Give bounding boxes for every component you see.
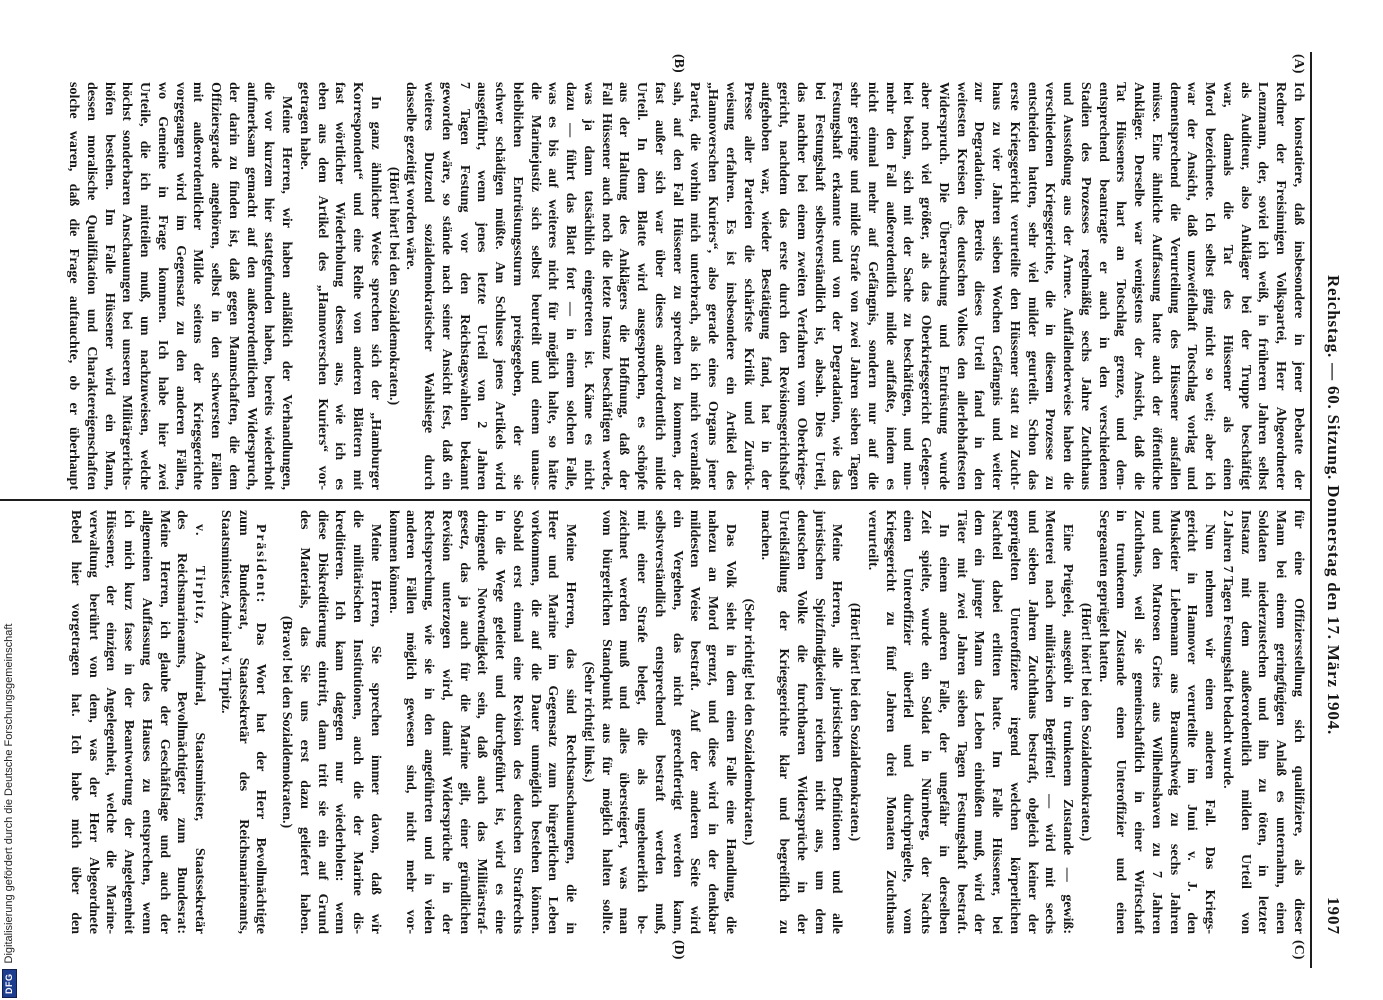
column-divider xyxy=(0,499,1310,501)
text-line: zur Degradation. Bereits dieses Urteil fand in den xyxy=(971,82,987,490)
margin-marker-b: (B) xyxy=(671,54,686,73)
text-line: vorgegangen wird im Gegensatz zu den anderen Fällen, xyxy=(172,82,188,490)
text-line: was ja dann tatsächlich eingetreten ist. Käme es nicht xyxy=(581,82,596,490)
text-line: eben aus dem Artikel des „Hannoverschen Kuriers“ vor- xyxy=(314,82,330,490)
text-line: Mord bezeichnete. Ich selbst ging nicht so weit; aber ich xyxy=(1202,82,1218,490)
text-line: des Materials, das Sie uns erst dazu geliefert haben. xyxy=(297,510,312,934)
text-line: nahezu an Mord grenzt, und diese wird in der denkbar xyxy=(705,510,721,934)
column-left xyxy=(65,82,1308,490)
speaker-name: Präsident: xyxy=(253,524,269,605)
text-line: bleiblichen Entrüstungssturm preisgegeben, der sie xyxy=(510,82,525,490)
text-line: verurteilt. xyxy=(865,510,880,571)
speech-text: Admiral, Staatsminister, Staatssekretär xyxy=(192,651,208,935)
text-line: Offiziersgrade angehören, selbst in den schwersten Fällen xyxy=(208,82,224,490)
text-line: und Ausstoßung aus der Armee. Auffallenderweise haben die xyxy=(1060,82,1076,490)
text-line: mildesten Weise bestraft. Auf der anderen Seite wird xyxy=(687,510,703,934)
text-line: erste Kriegsgericht verurteilte den Hüssener statt zu Zucht- xyxy=(1007,82,1022,490)
text-line: Meuterei nach militärischen Begriffen! — wird mit sechs xyxy=(1042,510,1058,934)
page-title: Reichstag. — 60. Sitzung. Donnerstag den 17. März 1904. xyxy=(1324,274,1343,735)
dfg-logo: DFG xyxy=(2,970,17,999)
text-line: Rechtsprechung, wie sie in den angeführten und in vielen xyxy=(421,510,437,934)
text-line: Bebel hier vorgetragen hat. Ich habe mich über den xyxy=(68,510,83,934)
text-line: höchst sonderbaren Anschauungen bei unseren Militärgerichts- xyxy=(119,82,135,490)
stage-direction: (Bravo! bei den Sozialdemokraten.) xyxy=(279,615,295,829)
stage-direction: (Sehr richtig! links.) xyxy=(581,661,596,783)
speaker-line xyxy=(252,510,270,934)
text-line: dem ein junger Mann das Leben einbüßen muß, wird der xyxy=(971,510,987,934)
text-line: die vor kurzem hier stattgefunden haben, bereits wiederholt xyxy=(261,82,277,490)
text-line: der darin zu finden ist, daß gegen Mannschaften, die dem xyxy=(226,82,241,490)
text-line: wo Gemeine in Frage kommen. Ich habe hier zwei xyxy=(155,82,170,490)
margin-marker-a: (A) xyxy=(1291,54,1306,74)
text-line: ein Vergehen, das nicht gerechtfertigt werden kann, xyxy=(669,510,685,934)
text-line: fast wörtlicher Wiederholung dessen aus, wie ich es xyxy=(332,82,348,490)
text-line: müsse. Eine ähnliche Auffassung hatte auch der öffentliche xyxy=(1149,82,1164,490)
stage-direction: (Hört! hört! bei den Sozialdemokraten.) xyxy=(1078,602,1093,842)
text-line: war der Ansicht, daß unzweifelhaft Totschlag vorlag und xyxy=(1184,82,1200,490)
text-line: Ich konstatiere, daß insbesondere in jener Debatte der xyxy=(1291,82,1306,490)
text-line: Instanz mit dem außerordentlich milden Urteil von xyxy=(1237,510,1253,934)
text-line: Zuchthaus, weil sie gemeinschaftlich in einer Wirtschaft xyxy=(1131,510,1147,934)
text-line: die militärischen Institutionen, auch die der Marine dis- xyxy=(350,510,366,934)
text-line: allgemeinen Auffassung des Hauses zu entsprechen, wenn xyxy=(139,510,154,934)
text-line: zum Bundesrat, Staatssekretär des Reichsmarineamts, xyxy=(235,510,251,934)
text-line: Presse aller Parteien die schärfste Kritik und Zurück- xyxy=(740,82,756,490)
text-line: Meine Herren, das sind Rechtsanschauungen, die in xyxy=(563,524,579,934)
text-line: dessen moralische Qualifikation und Charaktereigenschaften xyxy=(84,82,99,490)
text-line: als Auditeur, also Ankläger bei der Truppe beschäftigt xyxy=(1237,82,1253,490)
funding-notice xyxy=(0,598,18,998)
text-line: getragen habe. xyxy=(297,82,312,170)
text-line: einen Unteroffizier überfiel und durchprügelte, vom xyxy=(900,510,916,934)
text-line: Partei, die vorhin mich unterbrach, als ich mich veranlaßt xyxy=(687,82,703,490)
text-line: sehr geringe und milde Strafe von zwei Jahren sieben Tagen xyxy=(847,82,863,490)
text-line: Mann bei einem geringfügigen Anlaß es unternahm, einen xyxy=(1273,510,1289,934)
text-line: selbstverständlich entsprechend bestraft werden muß, xyxy=(652,510,667,934)
text-line: und den Matrosen Gries aus Wilhelmshaven zu 7 Jahren xyxy=(1149,510,1164,934)
text-line: dementsprechend die Verurteilung des Hüssener ausfallen xyxy=(1166,82,1182,490)
text-line: anderen Fällen möglich gewesen sind, nicht mehr vor- xyxy=(403,510,419,934)
text-line: Sobald erst einmal eine Revision des deutschen Strafrechts xyxy=(510,510,525,934)
stage-direction: (Hört! hört! bei den Sozialdemokraten.) xyxy=(385,166,401,406)
text-line: Hüssener, der einzigen Angelegenheit, welche die Marine- xyxy=(103,510,119,934)
text-line: Meine Herren, ich glaube der Geschäftslage und auch der xyxy=(156,510,172,934)
text-line: Ankläger. Derselbe war wenigstens der Ansicht, daß die xyxy=(1131,82,1147,490)
text-line: kommen können. xyxy=(385,510,401,614)
text-line: ausgeführt, wenn jenes letzte Urteil von 2 Jahren xyxy=(474,82,490,490)
text-line: Urteil. In dem Blatte wird ausgesprochen, es schöpfe xyxy=(634,82,650,490)
text-line: Soldaten niederzustechen und ihn zu töten, in letzter xyxy=(1255,510,1271,934)
text-line: Täter mit zwei Jahren sieben Tagen Festungshaft bestraft. xyxy=(953,510,969,934)
text-line: und sieben Jahren Zuchthaus bestraft, obgleich keiner der xyxy=(1024,510,1040,934)
text-line: Stadien des Prozesses regelmäßig sechs Jahre Zuchthaus xyxy=(1078,82,1093,490)
text-line: diese Diskreditierung eintritt, dann tritt sie ein auf Grund xyxy=(314,510,330,934)
text-line: Tat Hüsseners hart an Totschlag grenze, und dem- xyxy=(1113,82,1129,490)
text-line: kreditieren. Ich kann dagegen nur wiederholen: wenn xyxy=(332,510,348,934)
text-line: das nachher bei einem zweiten Verfahren vom Oberkriegs- xyxy=(794,82,809,490)
text-line: Heer und Marine im Gegensatz zum bürgerlichen Leben xyxy=(545,510,561,934)
text-line: Kriegsgericht zu fünf Jahren drei Monaten Zuchthaus xyxy=(882,510,898,934)
text-line: Festungshaft erkannte und von der Degradation, wie das xyxy=(829,82,845,490)
text-line: Eine Prügelei, ausgeübt in trunkenem Zustande — gewiß: xyxy=(1060,524,1076,934)
text-line: aber noch viel größer, als das Oberkriegsgericht Gelegen- xyxy=(918,82,934,490)
text-line: In ganz ähnlicher Weise sprechen sich der „Hamburger xyxy=(368,96,383,490)
text-line: Meine Herren, wir haben anläßlich der Verhandlungen, xyxy=(279,96,295,490)
margin-marker-d: (D) xyxy=(671,940,686,960)
text-line: nicht einmal mehr auf Gefängnis, sondern nur auf die xyxy=(865,82,880,490)
text-line: dasselbe gezeitigt worden wäre. xyxy=(403,82,419,270)
text-line: aufgehoben war, wieder Bestätigung fand, hat in der xyxy=(758,82,774,490)
text-line: aus der Haltung des Anklägers die Hoffnung, daß der xyxy=(616,82,632,490)
text-line: mit außerordentlicher Milde seitens der Kriegsgerichte xyxy=(190,82,206,490)
text-line: solche waren, daß die Frage auftauchte, ob er überhaupt xyxy=(66,82,82,490)
text-line: Revision unterzogen wird, damit Widersprüche in der xyxy=(439,510,454,934)
text-line: heit bekam, sich mit der Sache zu beschäftigen, und nun- xyxy=(900,82,916,490)
text-line: In einem anderen Falle, der ungefähr in derselben xyxy=(936,524,951,934)
text-line: bei Festungshaft selbstverständlich ist, absah. Dies Urteil, xyxy=(811,82,827,490)
text-line: mit einer Strafe belegt, die als ungeheuerlich be- xyxy=(634,510,650,934)
text-line: Sergeanten geprügelt hatten. xyxy=(1095,510,1111,683)
text-line: in trunkenem Zustande einen Unteroffizier und einen xyxy=(1113,510,1129,934)
text-line: ich mich kurz fasse in der Beantwortung der Angelegenheit xyxy=(121,510,137,934)
text-line: Urteile, die ich mitteilen muß, um nachzuweisen, welche xyxy=(137,82,153,490)
text-line: 2 Jahren 7 Tagen Festungshaft bedacht wurde. xyxy=(1220,510,1235,789)
column-right xyxy=(66,510,1307,934)
text-line: deutschen Volke die furchtbaren Widersprüche in der xyxy=(794,510,809,934)
text-line: Meine Herren, alle juristischen Definitionen und alle xyxy=(829,524,845,934)
text-line: in die Wege geleitet und durchgeführt ist, wird es eine xyxy=(492,510,508,934)
text-line: Korrespondent“ und eine Reihe von anderen Blättern mit xyxy=(350,82,366,490)
text-line: Das Volk sieht in dem einen Falle eine Handlung, die xyxy=(723,524,738,934)
text-line: für eine Offiziersstellung sich qualifiziere, als dieser xyxy=(1291,510,1306,934)
text-line: was es bis auf weiteres nicht für möglich halte, so hätte xyxy=(545,82,561,490)
text-line: höfen bestehen. Im Falle Hüssener wird ein Mann, xyxy=(101,82,117,490)
text-line: verschiedenen Kriegsgerichte, die in diesem Prozesse zu xyxy=(1042,82,1058,490)
text-line: juristischen Spitzfindigkeiten reichen nicht aus, um dem xyxy=(811,510,827,934)
text-line: Nun nehmen wir einen anderen Fall. Das Kriegs- xyxy=(1202,524,1218,934)
text-line: gesetz, das ja auch für die Marine gilt, einer gründlichen xyxy=(456,510,472,934)
text-line: gericht in Hannover verurteilte im Juni v. J. den xyxy=(1184,510,1200,934)
text-line: weisung erfahren. Es ist insbesondere ein Artikel des xyxy=(723,82,738,490)
text-line: Fall Hüssener auch noch die letzte Instanz beschäftigen werde, xyxy=(598,82,614,490)
text-line: weitesten Kreisen des deutschen Volkes den allerlebhaftesten xyxy=(953,82,969,490)
text-line: fast außer sich war über dieses außerordentlich milde xyxy=(652,82,667,490)
text-line: verwaltung berührt von dem, was der Herr Abgeordnete xyxy=(85,510,101,934)
text-line: Redner der Freisinnigen Volkspartei, Herr Abgeordneter xyxy=(1273,82,1289,490)
text-line: machen. xyxy=(758,510,774,561)
speech-text: Das Wort hat der Herr Bevollmächtigte xyxy=(253,622,269,934)
text-line: vorkommen, die auf die Dauer unmöglich bestehen können. xyxy=(527,510,543,934)
text-line: Zeit spielte, wurde ein Soldat in Nürnberg, der Nachts xyxy=(918,510,934,934)
text-line: „Hannoverschen Kuriers“, also gerade eines Organs jener xyxy=(705,82,721,490)
text-line: war, damals die Tat des Hüssener als einen xyxy=(1220,82,1235,490)
text-line: gericht, nachdem das erste durch den Revisionsgerichtshof xyxy=(776,82,792,490)
text-line: schwer schädigen müßte. Am Schlusse jenes Artikels wird xyxy=(492,82,508,490)
text-line: die Marinejustiz sich selbst beurteilt und einem unaus- xyxy=(527,82,543,490)
text-line: sah, auf den Fall Hüssener zu sprechen zu kommen, der xyxy=(669,82,685,490)
text-line: haus zu vier Jahren sieben Wochen Gefängnis und weiter xyxy=(989,82,1005,490)
text-line: Lenzmann, der, soviel ich weiß, in früheren Jahren selbst xyxy=(1255,82,1271,490)
stage-direction: (Hört! hört! bei den Sozialdemokraten.) xyxy=(847,602,863,842)
text-line: vom bürgerlichen Standpunkt aus für möglich halten sollte. xyxy=(598,510,614,934)
header-rule xyxy=(1310,52,1312,968)
text-line: entscheiden hatten, sehr viel milder geurteilt. Schon das xyxy=(1024,82,1040,490)
text-line: des Reichsmarineamts, Bevollmächtigter zum Bundesrat: xyxy=(174,510,190,934)
text-line: Widerspruch. Die Überraschung und Entrüstung wurde xyxy=(936,82,951,490)
margin-marker-c: (C) xyxy=(1291,940,1306,960)
text-line: Urteilsfällung der Kriegsgerichte klar und begreiflich zu xyxy=(776,510,792,934)
text-line: Meine Herren, Sie sprechen immer davon, daß wir xyxy=(368,524,383,934)
speaker-line xyxy=(191,510,209,934)
text-line: zeichnet werden muß und alles übersteigert, was man xyxy=(616,510,632,934)
page-number: 1907 xyxy=(1324,897,1343,935)
text-line: geprügelten Unteroffiziere irgend welchen körperlichen xyxy=(1007,510,1022,934)
funding-notice-text: Digitalisierung gefördert durch die Deutsche Forschungsgemeinschaft xyxy=(3,623,15,964)
text-line: mehr den Fall außerordentlich milde auffaßte, indem es xyxy=(882,82,898,490)
stage-direction: (Sehr richtig! bei den Sozialdemokraten.) xyxy=(740,598,756,846)
text-line: weiteres Dutzend sozialdemokratischer Wahlsiege durch xyxy=(421,82,437,490)
text-line: dazu — führt das Blatt fort — in einem solchen Falle, xyxy=(563,82,579,490)
text-line: 7 Tagen Festung vor den Reichstagswahlen bekannt xyxy=(456,82,472,490)
text-line: Staatsminister, Admiral v. Tirpitz. xyxy=(218,510,233,714)
speaker-name: v. Tirpitz, xyxy=(192,524,208,626)
text-line: aufmerksam gemacht auf den außerordentlichen Widerspruch, xyxy=(243,82,259,490)
text-line: geworden wäre, so stände nach seiner Ansicht fest, daß ein xyxy=(439,82,454,490)
text-line: entsprechend beantragte er auch in den verschiedenen xyxy=(1095,82,1111,490)
text-line: dringende Notwendigkeit sein, daß auch das Militärstraf- xyxy=(474,510,490,934)
text-line: Musketier Liebemann aus Braunschweig zu sechs Jahren xyxy=(1166,510,1182,934)
text-line: Nachteil dabei erlitten hatte. Im Falle Hüssener, bei xyxy=(989,510,1005,934)
